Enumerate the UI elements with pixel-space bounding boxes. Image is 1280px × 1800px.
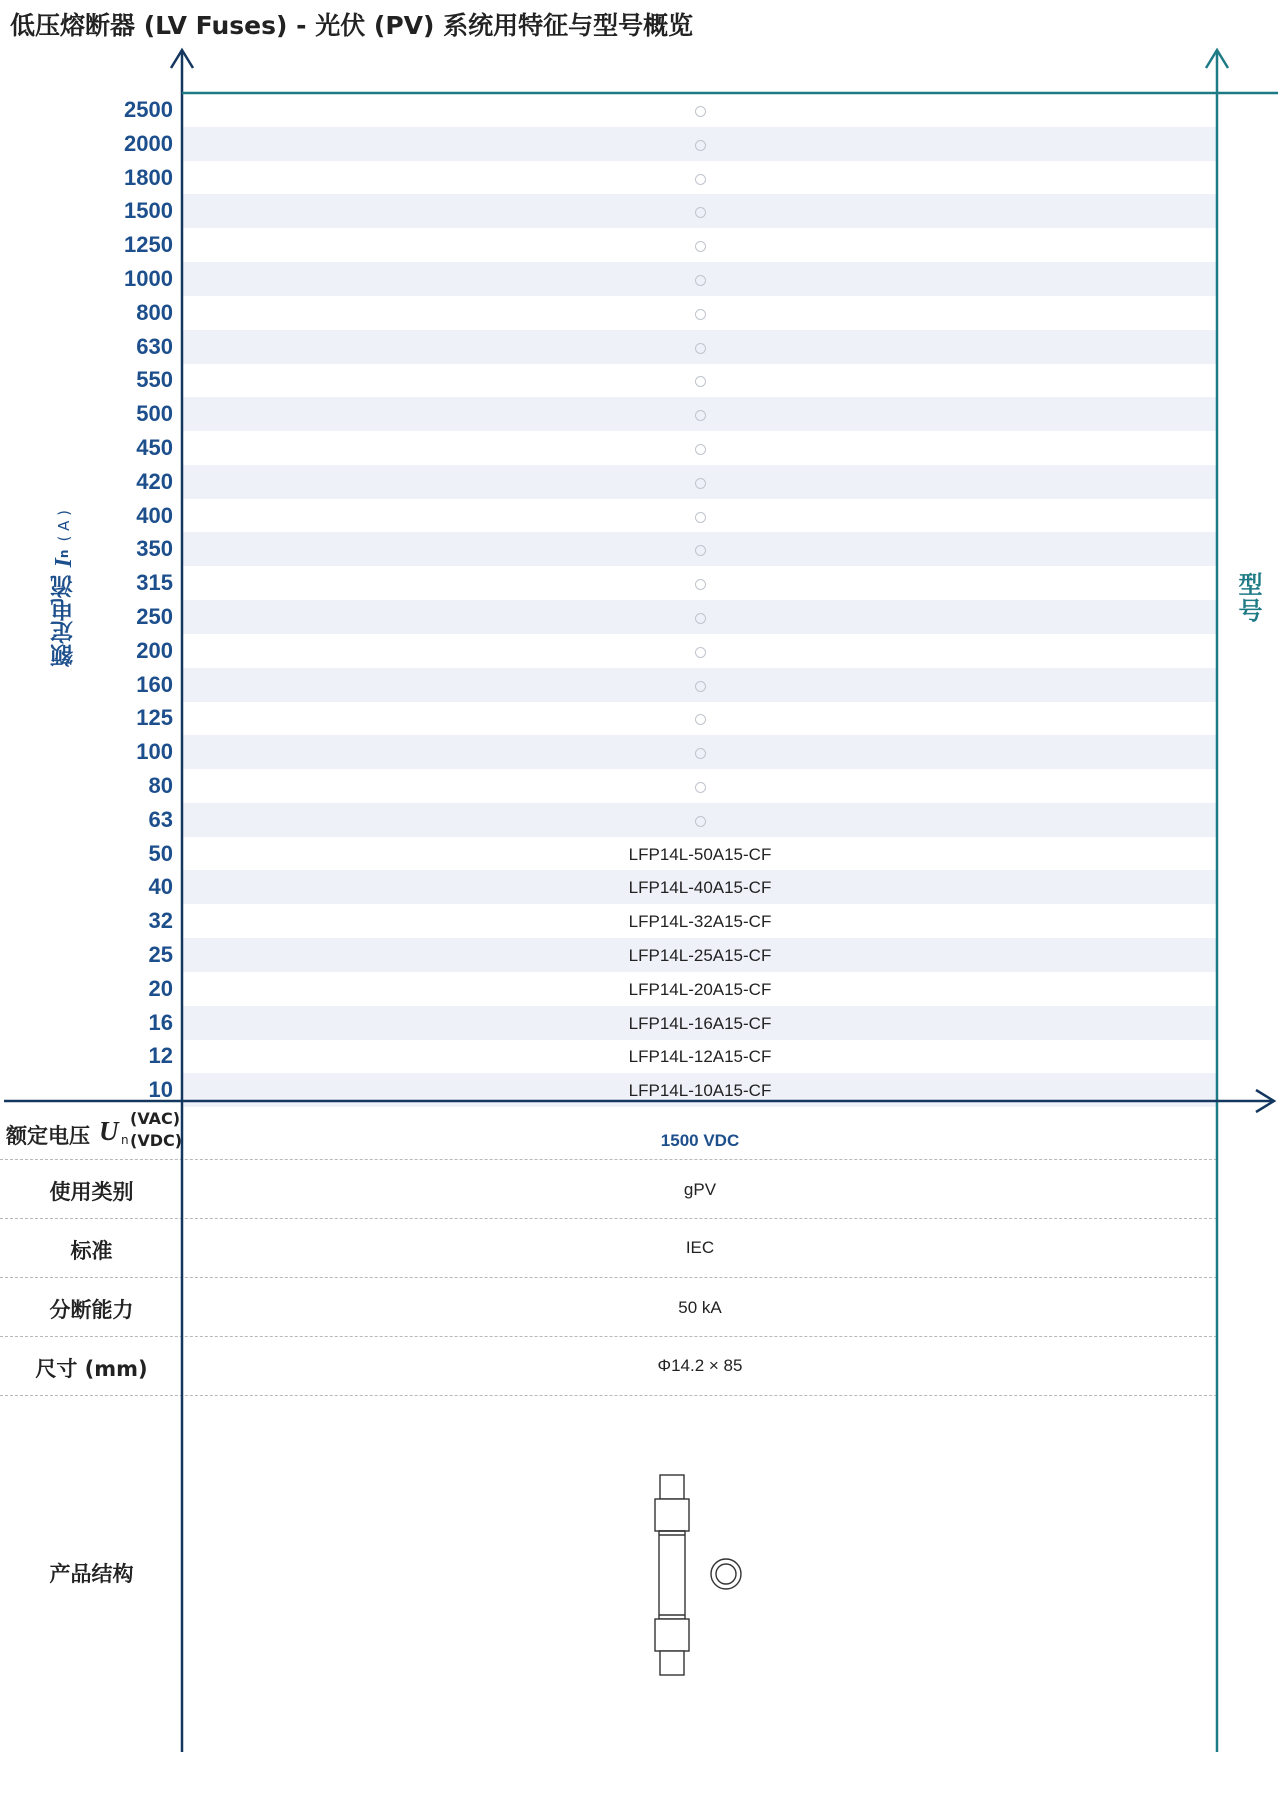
- empty-circle-icon: [695, 309, 706, 320]
- empty-circle-icon: [695, 207, 706, 218]
- current-rating: 63: [148, 806, 173, 832]
- current-rating: 450: [136, 435, 173, 460]
- current-rating: 200: [136, 637, 173, 663]
- empty-cell: [183, 600, 1217, 634]
- empty-cell: [183, 668, 1217, 702]
- empty-cell: [183, 532, 1217, 566]
- empty-circle-icon: [695, 275, 706, 286]
- empty-circle-icon: [695, 647, 706, 658]
- current-rating: 500: [136, 401, 173, 427]
- current-rating: 350: [136, 536, 173, 562]
- model-number: LFP14L-25A15-CF: [628, 946, 772, 965]
- current-symbol: I: [51, 558, 77, 568]
- left-axis-arrow-icon: [171, 50, 193, 68]
- empty-cell: [183, 127, 1217, 161]
- empty-cell: [183, 769, 1217, 803]
- current-rating: 12: [148, 1043, 173, 1069]
- voltage-unit-ac: (VAC): [130, 1109, 181, 1128]
- empty-circle-icon: [695, 343, 706, 354]
- current-rating: 2000: [124, 130, 173, 156]
- y-axis-label: [47, 510, 77, 667]
- divider: [0, 1395, 1217, 1396]
- model-number: LFP14L-20A15-CF: [628, 979, 772, 999]
- empty-circle-icon: [695, 174, 706, 185]
- model-number: LFP14L-40A15-CF: [628, 878, 772, 898]
- fuse-end-view-outer: [711, 1559, 741, 1589]
- current-rating: 16: [148, 1009, 173, 1035]
- voltage-unit-dc: (VDC): [130, 1131, 183, 1150]
- current-rating: 25: [148, 942, 173, 967]
- fuse-top-terminal: [660, 1475, 684, 1499]
- category-value: gPV: [683, 1180, 717, 1199]
- empty-cell: [183, 93, 1217, 127]
- breaking-capacity-label: 分断能力: [49, 1298, 134, 1322]
- divider: [0, 1277, 1217, 1278]
- current-rating: 315: [136, 570, 173, 596]
- model-number: LFP14L-10A15-CF: [628, 1081, 772, 1101]
- empty-cell: [183, 499, 1217, 533]
- current-rating: 32: [148, 908, 173, 934]
- empty-cell: [183, 735, 1217, 769]
- empty-circle-icon: [695, 545, 706, 556]
- current-rating: 20: [148, 975, 173, 1001]
- standard-value: IEC: [685, 1238, 715, 1257]
- empty-cell: [183, 363, 1217, 397]
- empty-circle-icon: [695, 444, 706, 455]
- model-number: LFP14L-32A15-CF: [628, 912, 772, 932]
- right-axis-label: 型号: [1234, 572, 1262, 624]
- empty-circle-icon: [695, 241, 706, 252]
- current-rating: 50: [148, 840, 173, 866]
- empty-circle-icon: [695, 782, 706, 793]
- empty-cell: [183, 228, 1217, 262]
- empty-cell: [183, 701, 1217, 735]
- structure-label: 产品结构: [49, 1562, 134, 1586]
- fuse-bottom-cap: [655, 1619, 689, 1651]
- fuse-bottom-terminal: [660, 1651, 684, 1675]
- empty-cell: [183, 330, 1217, 364]
- empty-circle-icon: [695, 512, 706, 523]
- current-rating: 10: [148, 1077, 173, 1103]
- standard-label: 标准: [70, 1239, 113, 1263]
- right-axis-arrow-icon: [1206, 50, 1228, 68]
- empty-cell: [183, 431, 1217, 465]
- current-rating: 125: [136, 705, 173, 731]
- breaking-capacity-value: 50 kA: [678, 1298, 722, 1317]
- voltage-symbol: U: [99, 1116, 119, 1146]
- voltage-label: [6, 1109, 182, 1159]
- dimensions-label: 尺寸 (mm): [35, 1357, 148, 1381]
- current-rating: 1800: [124, 164, 173, 190]
- empty-circle-icon: [695, 376, 706, 387]
- current-rating: 1500: [124, 198, 173, 224]
- empty-cell: [183, 296, 1217, 330]
- empty-cell: [183, 465, 1217, 499]
- fuse-body: [659, 1531, 685, 1619]
- voltage-label-text: 额定电压: [6, 1124, 90, 1148]
- empty-circle-icon: [695, 714, 706, 725]
- empty-circle-icon: [695, 816, 706, 827]
- empty-cell: [183, 566, 1217, 600]
- current-rating: 800: [136, 299, 173, 325]
- empty-circle-icon: [695, 106, 706, 117]
- current-rating: 100: [136, 739, 173, 765]
- current-rating: 1000: [124, 266, 173, 291]
- empty-cell: [183, 397, 1217, 431]
- current-rating: 630: [136, 333, 173, 359]
- current-rating: 2500: [124, 97, 173, 122]
- model-number: LFP14L-50A15-CF: [628, 844, 772, 864]
- dimensions-value: Φ14.2 × 85: [657, 1356, 743, 1375]
- current-rating: 1250: [124, 232, 173, 258]
- current-rating: 160: [136, 671, 173, 697]
- divider: [0, 1218, 1217, 1219]
- current-unit: ( A ): [55, 510, 73, 542]
- empty-cell: [183, 803, 1217, 837]
- current-rating: 400: [136, 502, 173, 528]
- current-rating: 550: [136, 367, 173, 393]
- current-rating: 80: [148, 773, 173, 798]
- fuse-drawing-icon: [655, 1475, 741, 1675]
- voltage-subscript: n: [121, 1133, 129, 1147]
- fuse-end-view-inner: [716, 1564, 736, 1584]
- divider: [0, 1336, 1217, 1337]
- voltage-value: 1500 VDC: [660, 1131, 740, 1150]
- empty-cell: [183, 634, 1217, 668]
- empty-circle-icon: [695, 478, 706, 489]
- current-subscript: n: [57, 549, 71, 559]
- empty-circle-icon: [695, 410, 706, 421]
- empty-circle-icon: [695, 613, 706, 624]
- empty-cell: [183, 161, 1217, 195]
- page-title: 低压熔断器 (LV Fuses) - 光伏 (PV) 系统用特征与型号概览: [10, 11, 694, 40]
- fuse-top-cap: [655, 1499, 689, 1531]
- category-label: 使用类别: [49, 1180, 134, 1204]
- divider: [0, 1159, 1217, 1160]
- empty-circle-icon: [695, 579, 706, 590]
- current-rating: 40: [148, 874, 173, 900]
- empty-circle-icon: [695, 681, 706, 692]
- empty-cell: [183, 262, 1217, 296]
- empty-cell: [183, 194, 1217, 228]
- current-rating: 250: [136, 604, 173, 629]
- current-rating: 420: [136, 468, 173, 494]
- empty-circle-icon: [695, 140, 706, 151]
- bottom-axis-arrow-icon: [1256, 1090, 1274, 1112]
- y-axis-label-text: 额定电流: [51, 575, 77, 668]
- model-number: LFP14L-16A15-CF: [628, 1013, 772, 1033]
- empty-circle-icon: [695, 748, 706, 759]
- model-number: LFP14L-12A15-CF: [628, 1047, 772, 1067]
